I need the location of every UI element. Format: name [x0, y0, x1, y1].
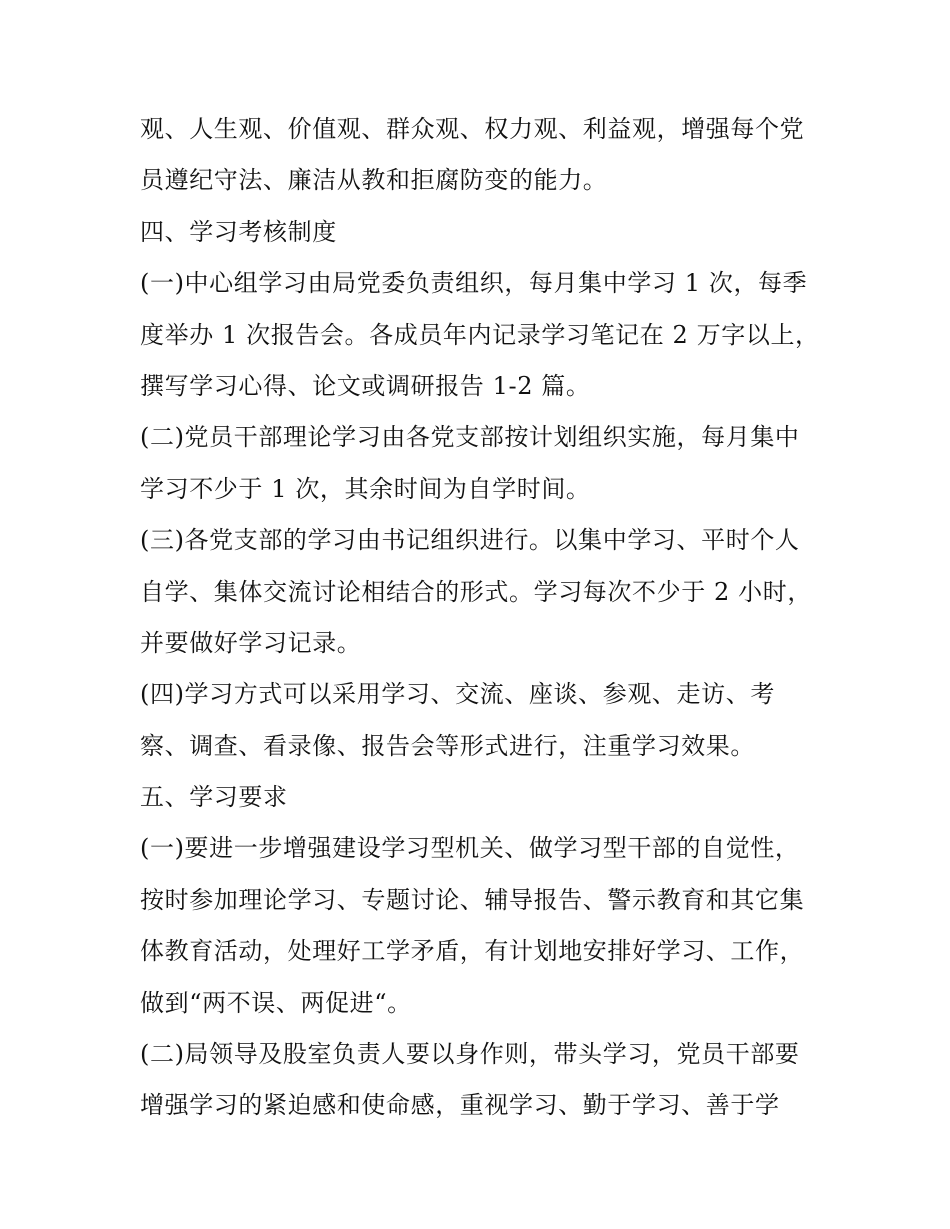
section-heading-requirements: 五、学习要求: [140, 783, 288, 812]
text-line-07: (二)党员干部理论学习由各党支部按计划组织实施，每月集中: [140, 423, 800, 452]
text-line-18: 做到“两不误、两促进“。: [140, 988, 412, 1017]
text-line-02: 员遵纪守法、廉洁从教和拒腐防变的能力。: [140, 166, 608, 195]
text-line-10: 自学、集体交流讨论相结合的形式。学习每次不少于 2 小时，: [140, 577, 812, 606]
text-line-19: (二)局领导及股室负责人要以身作则，带头学习，党员干部要: [140, 1040, 800, 1069]
text-line-11: 并要做好学习记录。: [140, 628, 362, 657]
text-line-12: (四)学习方式可以采用学习、交流、座谈、参观、走访、考: [140, 680, 775, 709]
document-body: [140, 104, 820, 1132]
text-line-15: (一)要进一步增强建设学习型机关、做学习型干部的自觉性，: [140, 834, 800, 863]
text-line-13: 察、调查、看录像、报告会等形式进行，注重学习效果。: [140, 731, 755, 760]
text-line-20: 增强学习的紧迫感和使命感，重视学习、勤于学习、善于学: [140, 1091, 780, 1120]
text-line-06: 撰写学习心得、论文或调研报告 1-2 篇。: [140, 371, 591, 400]
text-line-16: 按时参加理论学习、专题讨论、辅导报告、警示教育和其它集: [140, 885, 805, 914]
text-line-01: 观、人生观、价值观、群众观、权力观、利益观，增强每个党: [140, 115, 805, 143]
text-line-08: 学习不少于 1 次，其余时间为自学时间。: [140, 474, 591, 503]
text-line-09: (三)各党支部的学习由书记组织进行。以集中学习、平时个人: [140, 526, 800, 555]
text-line-05: 度举办 1 次报告会。各成员年内记录学习笔记在 2 万字以上，: [140, 320, 820, 349]
section-heading-assessment: 四、学习考核制度: [140, 217, 337, 246]
text-line-04: (一)中心组学习由局党委负责组织，每月集中学习 1 次，每季: [140, 269, 808, 298]
text-line-17: 体教育活动，处理好工学矛盾，有计划地安排好学习、工作，: [140, 937, 805, 966]
